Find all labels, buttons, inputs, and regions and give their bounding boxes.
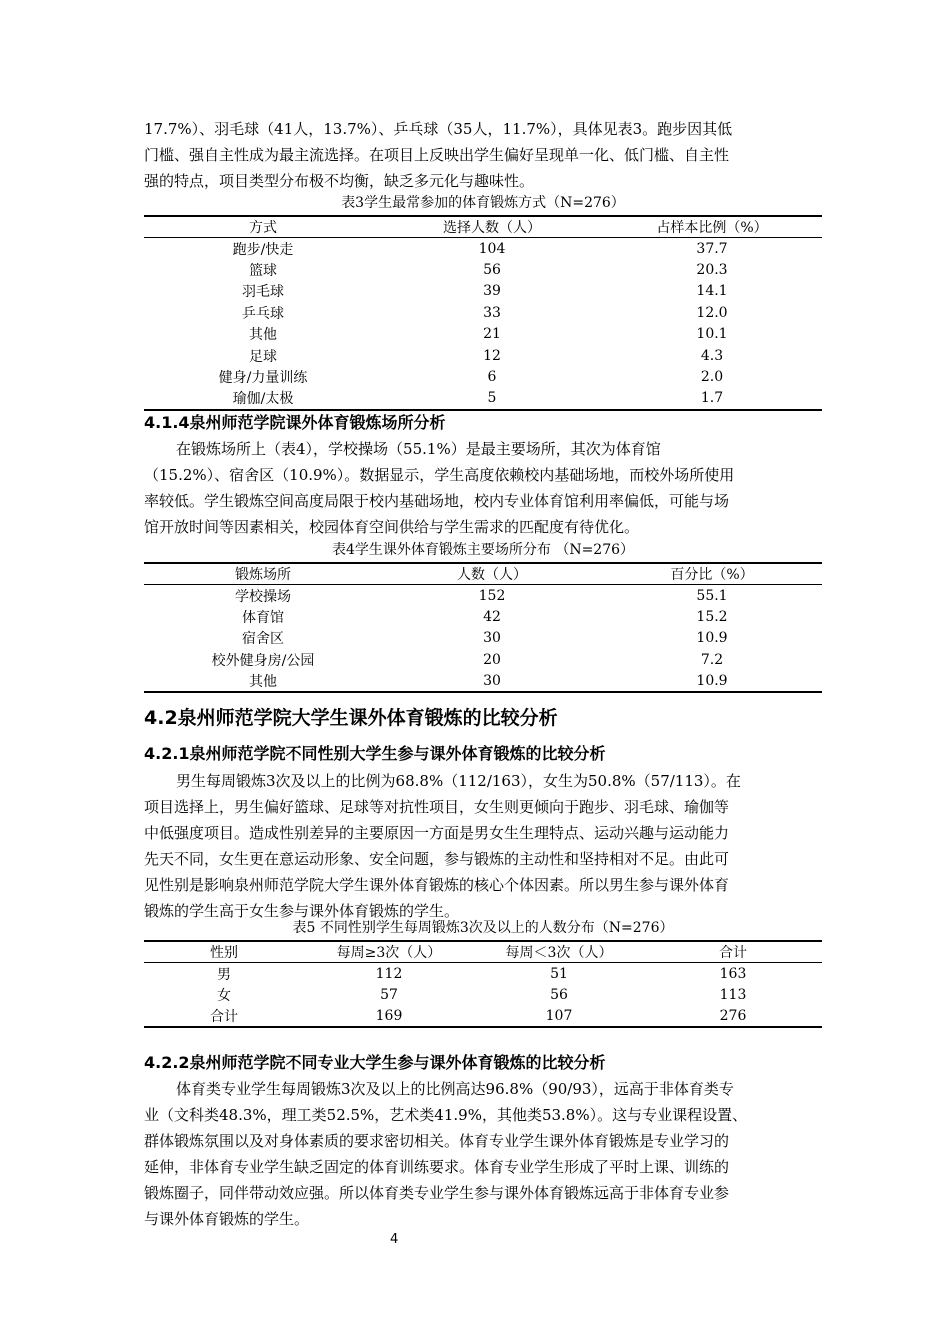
table-header-row <box>144 216 822 238</box>
table-cell: 42 <box>483 608 501 625</box>
table-row <box>144 281 822 303</box>
table-cell: 2.0 <box>700 369 724 386</box>
section-heading-4-2-1: 4.2.1泉州师范学院不同性别大学生参与课外体育锻炼的比较分析 <box>144 744 606 763</box>
table-cell: 瑜伽/太极 <box>232 391 294 408</box>
table-row <box>144 649 822 671</box>
text-line: 锻炼圈子，同伴带动效应强。所以体育类专业学生参与课外体育锻炼远高于非体育专业参 <box>144 1184 730 1202</box>
table-cell: 56 <box>550 986 568 1003</box>
section-4-2-2-paragraph <box>144 1076 808 1232</box>
table-cell: 12.0 <box>696 304 728 321</box>
table4-caption: 表4学生课外体育锻炼主要场所分布 （N=276） <box>331 542 635 558</box>
table-cell: 169 <box>375 1007 403 1024</box>
table-cell: 33 <box>483 304 501 321</box>
table-cell: 112 <box>375 965 403 982</box>
table-cell: 12 <box>483 347 501 364</box>
column-header: 占样本比例（%） <box>656 220 768 236</box>
table-row <box>144 585 822 607</box>
table-cell: 合计 <box>210 1008 238 1025</box>
column-header: 选择人数（人） <box>443 220 541 236</box>
table-cell: 女 <box>217 987 231 1004</box>
table-cell: 1.7 <box>700 390 724 407</box>
table3-caption: 表3学生最常参加的体育锻炼方式（N=276） <box>341 195 625 211</box>
table-cell: 30 <box>483 630 501 647</box>
table-cell: 20.3 <box>696 261 728 278</box>
table-row <box>144 1006 822 1028</box>
table-cell: 56 <box>483 261 501 278</box>
column-header: 人数（人） <box>457 567 527 583</box>
table-row <box>144 345 822 367</box>
section-4-2-1-paragraph <box>144 768 808 924</box>
text-line: （15.2%）、宿舍区（10.9%）。数据显示，学生高度依赖校内基础场地，而校外场所使用 <box>144 466 735 484</box>
column-header: 方式 <box>249 220 277 236</box>
section-heading-4-1-4: 4.1.4泉州师范学院课外体育锻炼场所分析 <box>144 413 446 432</box>
text-line: 强的特点，项目类型分布极不均衡，缺乏多元化与趣味性。 <box>144 172 535 190</box>
table-cell: 足球 <box>249 348 277 365</box>
table-cell: 39 <box>483 283 501 300</box>
table-cell: 其他 <box>249 327 277 344</box>
table-cell: 10.9 <box>696 672 728 689</box>
table-cell: 乒乓球 <box>242 305 284 322</box>
table-cell: 51 <box>550 965 568 982</box>
text-line: 体育类专业学生每周锻炼3次及以上的比例高达96.8%（90/93），远高于非体育类专 <box>176 1080 734 1098</box>
column-header: 每周≥3次（人） <box>336 945 442 961</box>
column-header: 性别 <box>210 945 238 961</box>
table5-caption: 表5 不同性别学生每周锻炼3次及以上的人数分布（N=276） <box>292 920 674 936</box>
table-cell: 21 <box>483 326 501 343</box>
table-row <box>144 606 822 628</box>
column-header: 锻炼场所 <box>235 567 291 583</box>
table-cell: 其他 <box>249 673 277 690</box>
table-row <box>144 628 822 650</box>
table-header-row <box>144 563 822 585</box>
table-row <box>144 671 822 693</box>
table-row <box>144 238 822 260</box>
section-heading-4-2-2: 4.2.2泉州师范学院不同专业大学生参与课外体育锻炼的比较分析 <box>144 1053 606 1072</box>
table-cell: 宿舍区 <box>242 631 284 648</box>
table-cell: 152 <box>478 587 506 604</box>
table-cell: 10.1 <box>696 326 728 343</box>
table-cell: 10.9 <box>696 630 728 647</box>
table-cell: 6 <box>487 369 497 386</box>
text-line: 门槛、强自主性成为最主流选择。在项目上反映出学生偏好呈现单一化、低门槛、自主性 <box>144 146 730 164</box>
table-cell: 57 <box>380 986 398 1003</box>
section-4-1-4-paragraph <box>144 436 808 540</box>
table-header-row <box>144 941 822 963</box>
text-line: 中低强度项目。造成性别差异的主要原因一方面是男女生生理特点、运动兴趣与运动能力 <box>144 824 730 842</box>
table-cell: 篮球 <box>249 262 277 279</box>
text-line: 见性别是影响泉州师范学院大学生课外体育锻炼的核心个体因素。所以男生参与课外体育 <box>144 876 730 894</box>
text-line: 项目选择上，男生偏好篮球、足球等对抗性项目，女生则更倾向于跑步、羽毛球、瑜伽等 <box>144 798 730 816</box>
table-cell: 20 <box>483 651 501 668</box>
table-cell: 37.7 <box>696 240 728 257</box>
table-row <box>144 302 822 324</box>
text-line: 延伸，非体育专业学生缺乏固定的体育训练要求。体育专业学生形成了平时上课、训练的 <box>144 1158 730 1176</box>
table4 <box>144 562 822 693</box>
text-line: 先天不同，女生更在意运动形象、安全问题，参与锻炼的主动性和坚持相对不足。由此可 <box>144 850 730 868</box>
text-line: 与课外体育锻炼的学生。 <box>144 1210 310 1228</box>
table-cell: 30 <box>483 672 501 689</box>
table-cell: 健身/力量训练 <box>218 370 308 387</box>
text-line: 在锻炼场所上（表4），学校操场（55.1%）是最主要场所，其次为体育馆 <box>176 440 661 458</box>
table-cell: 学校操场 <box>235 588 291 605</box>
table-cell: 跑步/快走 <box>232 241 294 258</box>
text-line: 锻炼的学生高于女生参与课外体育锻炼的学生。 <box>144 902 460 920</box>
table-row <box>144 963 822 985</box>
text-line: 馆开放时间等因素相关，校园体育空间供给与学生需求的匹配度有待优化。 <box>144 518 640 536</box>
table-cell: 276 <box>719 1007 747 1024</box>
table-row <box>144 367 822 389</box>
section-heading-4-2: 4.2泉州师范学院大学生课外体育锻炼的比较分析 <box>144 707 558 729</box>
table-cell: 男 <box>217 966 231 983</box>
column-header: 百分比（%） <box>670 567 754 583</box>
text-line: 业（文科类48.3%，理工类52.5%，艺术类41.9%，其他类53.8%）。这与专业课程设置、 <box>144 1106 748 1124</box>
text-line: 17.7%）、羽毛球（41人，13.7%）、乒乓球（35人，11.7%），具体见表3。跑步因其低 <box>144 120 733 138</box>
intro-paragraph <box>144 116 808 194</box>
table-row <box>144 259 822 281</box>
column-header: 合计 <box>719 945 747 961</box>
table5 <box>144 940 822 1028</box>
table-cell: 104 <box>478 240 506 257</box>
table-cell: 4.3 <box>700 347 724 364</box>
table-cell: 55.1 <box>696 587 728 604</box>
table-cell: 7.2 <box>700 651 724 668</box>
table-cell: 107 <box>545 1007 573 1024</box>
text-line: 群体锻炼氛围以及对身体素质的要求密切相关。体育专业学生课外体育锻炼是专业学习的 <box>144 1132 730 1150</box>
column-header: 每周＜3次（人） <box>505 945 613 961</box>
page-number: 4 <box>390 1232 399 1247</box>
table-cell: 14.1 <box>696 283 728 300</box>
table-cell: 113 <box>719 986 747 1003</box>
text-line: 率较低。学生锻炼空间高度局限于校内基础场地，校内专业体育馆利用率偏低，可能与场 <box>144 492 730 510</box>
table-row <box>144 984 822 1006</box>
table-cell: 校外健身房/公园 <box>211 652 315 669</box>
table-cell: 5 <box>487 390 497 407</box>
table-cell: 15.2 <box>696 608 728 625</box>
table-cell: 163 <box>719 965 747 982</box>
table-row <box>144 324 822 346</box>
text-line: 男生每周锻炼3次及以上的比例为68.8%（112/163），女生为50.8%（57/113）。在 <box>176 772 741 790</box>
table-row <box>144 388 822 410</box>
table3 <box>144 215 822 411</box>
table-cell: 体育馆 <box>242 609 284 626</box>
table-cell: 羽毛球 <box>242 284 284 301</box>
